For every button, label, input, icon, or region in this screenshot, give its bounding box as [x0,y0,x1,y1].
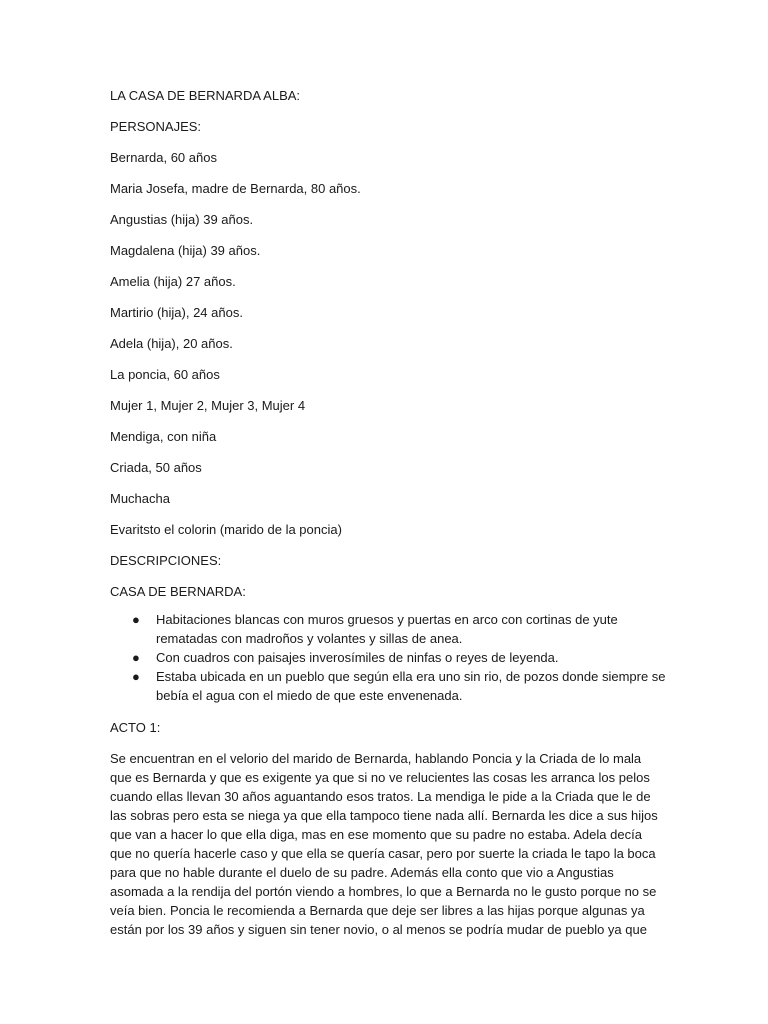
document-title: LA CASA DE BERNARDA ALBA: [110,88,301,103]
personaje-item: Criada, 50 años [110,460,202,475]
paragraph-line: las sobras pero esta se niega ya que ella tampoco tiene nada allí. Bernarda les dice a sus hijos [110,808,658,823]
personaje-item: Adela (hija), 20 años. [110,336,233,351]
paragraph-line: asomada a la rendija del portón viendo a hombres, lo que a Bernarda no le gusto porque no se [110,884,657,899]
personaje-item: Amelia (hija) 27 años. [110,274,236,289]
personaje-item: Evaritsto el colorin (marido de la poncia) [110,522,342,537]
personaje-item: Martirio (hija), 24 años. [110,305,243,320]
descripciones-heading: DESCRIPCIONES: [110,553,222,568]
casa-heading: CASA DE BERNARDA: [110,584,246,599]
paragraph-line: veía bien. Poncia le recomienda a Bernarda que deje ser libres a las hijas porque algunas ya [110,903,645,918]
bullet-item: ● Estaba ubicada en un pueblo que según ella era uno sin rio, de pozos donde siempre se bebía el agua con el miedo de que este envenenada. [132,669,666,703]
bullet-item: ● Habitaciones blancas con muros gruesos y puertas en arco con cortinas de yute rematadas con madroños y volantes y sillas de anea. [132,612,618,646]
paragraph-line: que no quería hacerle caso y que ella se quería casar, pero por suerte la criada le tapo la boca [110,846,656,861]
acto-paragraph [110,749,670,939]
document-page [110,86,670,939]
personaje-item: Mendiga, con niña [110,429,217,444]
personajes-heading: PERSONAJES: [110,119,202,134]
personaje-item: Magdalena (hija) 39 años. [110,243,261,258]
bullet-dot-icon: ● [132,612,140,627]
paragraph-line: que van a hacer lo que ella diga, mas en ese momento que su padre no estaba. Adela decía [110,827,642,842]
paragraph-line: están por los 39 años y siguen sin tener novio, o al menos se podría mudar de pueblo ya que [110,922,647,937]
personaje-item: Mujer 1, Mujer 2, Mujer 3, Mujer 4 [110,398,306,413]
personaje-item: Bernarda, 60 años [110,150,217,165]
acto-heading: ACTO 1: [110,720,161,735]
paragraph-line: que es Bernarda y que es exigente ya que si no ve relucientes las cosas les arranca los pelos [110,770,650,785]
personaje-item: La poncia, 60 años [110,367,220,382]
personajes-list [110,148,670,539]
bullet-dot-icon: ● [132,650,140,665]
personaje-item: Maria Josefa, madre de Bernarda, 80 años. [110,181,361,196]
personaje-item: Muchacha [110,491,170,506]
bullet-dot-icon: ● [132,669,140,684]
paragraph-line: para que no hable durante el duelo de su padre. Además ella conto que vio a Angustias [110,865,614,880]
paragraph-line: cuando ellas llevan 30 años aguantando esos tratos. La mendiga le pide a la Criada que le de [110,789,651,804]
bullet-item: ● Con cuadros con paisajes inverosímiles de ninfas o reyes de leyenda. [132,650,559,665]
casa-bullet-list [110,610,670,705]
paragraph-line: Se encuentran en el velorio del marido de Bernarda, hablando Poncia y la Criada de lo mala [110,751,642,766]
personaje-item: Angustias (hija) 39 años. [110,212,254,227]
